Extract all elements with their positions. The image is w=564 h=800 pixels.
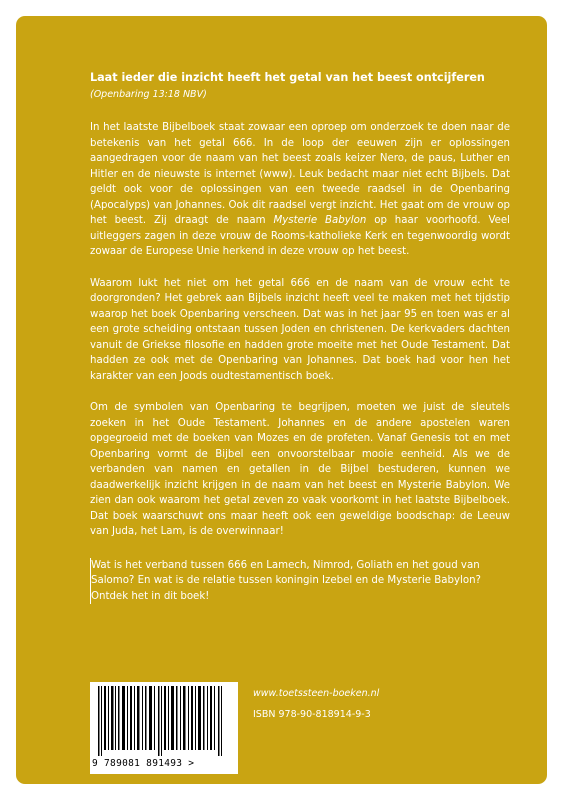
barcode-digits: 9 789081 891493 > — [92, 758, 195, 769]
barcode — [90, 682, 238, 774]
barcode-bars — [96, 686, 232, 756]
paragraph-2: Waarom lukt het niet om het getal 666 en de naam van de vrouw echt te doorgronden? Het gebrek aan Bijbels inzicht heeft veel te maken met het tijdstip waarop het boek Openbaring verscheen. Dat was in het jaar 95 en toen was er al een grote scheiding ontstaan tussen Joden en christenen. De kerkvaders dachten vanuit de Griekse filosofie en hadden grote moeite met het Oude Testament. Dat hadden ze ook met de Openbaring van Johannes. Dat boek had voor hen het karakter van een Joods oudtestamentisch boek. — [90, 277, 510, 382]
bible-reference: (Openbaring 13:18 NBV) — [90, 89, 207, 100]
paragraph-3: Om de symbolen van Openbaring te begrijpen, moeten we juist de sleutels zoeken in het Oude Testament. Johannes en de andere apostelen waren opgegroeid met de boeken van Mozes en de profeten. Vanaf Genesis tot en met Openbaring vormt de Bijbel een onvoorstelbaar mooie eenheid. Als we de verbanden van namen en getallen in de Bijbel bestuderen, kunnen we daadwerkelijk inzicht krijgen in de naam van het beest en Mysterie Babylon. We zien dan ook waarom het getal zeven zo vaak voorkomt in het laatste Bijbelboek. Dat boek waarschuwt ons maar heeft ook een geweldige boodschap: de Leeuw van Juda, het Lam, is de overwinnaar! — [90, 402, 510, 537]
back-cover-text — [90, 70, 510, 604]
publisher-url: www.toetssteen-boeken.nl — [253, 688, 380, 699]
headline: Laat ieder die inzicht heeft het getal van het beest ontcijferen — [90, 71, 485, 84]
callout-text: Wat is het verband tussen 666 en Lamech, Nimrod, Goliath en het goud van Salomo? En wat is de relatie tussen koningin Izebel en de Mysterie Babylon? Ontdek het in dit boek! — [91, 559, 481, 602]
paragraph-1: In het laatste Bijbelboek staat zowaar een oproep om onderzoek te doen naar de betekenis van het getal 666. In de loop der eeuwen zijn er oplossingen aangedragen voor de naam van het beest zoals keizer Nero, de paus, Luther en Hitler en de nieuwste is internet (www). Leuk bedacht maar niet echt Bijbels. Dat geldt ook voor de oplossingen van een tweede raadsel in de Openbaring (Apocalyps) van Johannes. Ook dit raadsel vergt inzicht. Het gaat om de vrouw op het beest. Zij draagt de naam Mysterie Babylon op haar voorhoofd. Veel uitleggers zagen in deze vrouw de Rooms-katholieke Kerk en tegenwoordig wordt zowaar de Europese Unie herkend in deze vrouw op het beest. — [90, 122, 510, 257]
emphasis-mysterie-babylon: Mysterie Babylon — [273, 215, 367, 226]
callout-box — [90, 558, 510, 605]
isbn: ISBN 978-90-818914-9-3 — [253, 709, 371, 720]
